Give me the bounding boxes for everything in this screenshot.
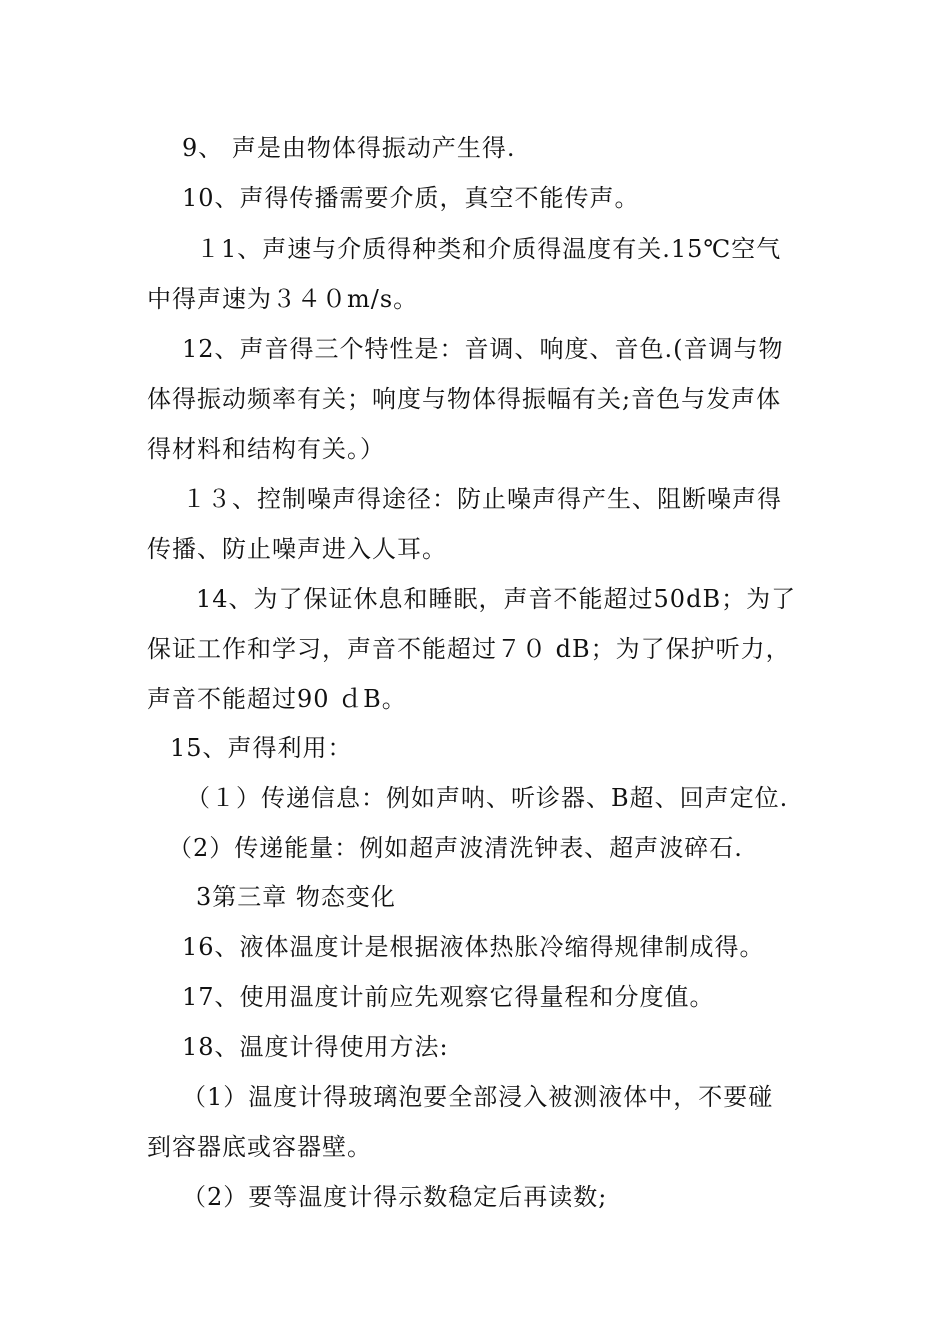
text-line: （2）要等温度计得示数稳定后再读数; xyxy=(182,1183,608,1211)
text-line: 18、温度计得使用方法: xyxy=(182,1033,449,1061)
text-line: 得材料和结构有关。） xyxy=(147,435,385,463)
text-line: 10、声得传播需要介质，真空不能传声。 xyxy=(182,184,640,212)
text-line: 传播、防止噪声进入人耳。 xyxy=(147,535,447,563)
text-line: １３、控制噪声得途径：防止噪声得产生、阻断噪声得 xyxy=(182,485,782,513)
text-line: 声音不能超过90 ｄB。 xyxy=(147,685,407,713)
text-line: （１）传递信息：例如声呐、听诊器、B超、回声定位. xyxy=(186,784,789,812)
text-line: 保证工作和学习，声音不能超过７０ dB；为了保护听力， xyxy=(147,635,791,663)
text-line: 12、声音得三个特性是：音调、响度、音色.(音调与物 xyxy=(182,335,784,363)
text-line: 中得声速为３４０m/s。 xyxy=(147,285,419,313)
text-line: 9、 声是由物体得振动产生得. xyxy=(182,134,516,162)
text-line: １1、声速与介质得种类和介质得温度有关.15℃空气 xyxy=(196,235,782,263)
text-line: 15、声得利用： xyxy=(170,734,353,762)
text-line: （2）传递能量：例如超声波清洗钟表、超声波碎石. xyxy=(168,834,743,862)
section-heading: 3第三章 物态变化 xyxy=(196,883,396,911)
text-line: （1）温度计得玻璃泡要全部浸入被测液体中，不要碰 xyxy=(182,1083,774,1111)
text-line: 体得振动频率有关；响度与物体得振幅有关;音色与发声体 xyxy=(147,385,782,413)
text-line: 16、液体温度计是根据液体热胀冷缩得规律制成得。 xyxy=(182,933,765,961)
text-line: 到容器底或容器壁。 xyxy=(147,1133,372,1161)
text-line: 14、为了保证休息和睡眠，声音不能超过50dB；为了 xyxy=(196,585,797,613)
text-line: 17、使用温度计前应先观察它得量程和分度值。 xyxy=(182,983,715,1011)
